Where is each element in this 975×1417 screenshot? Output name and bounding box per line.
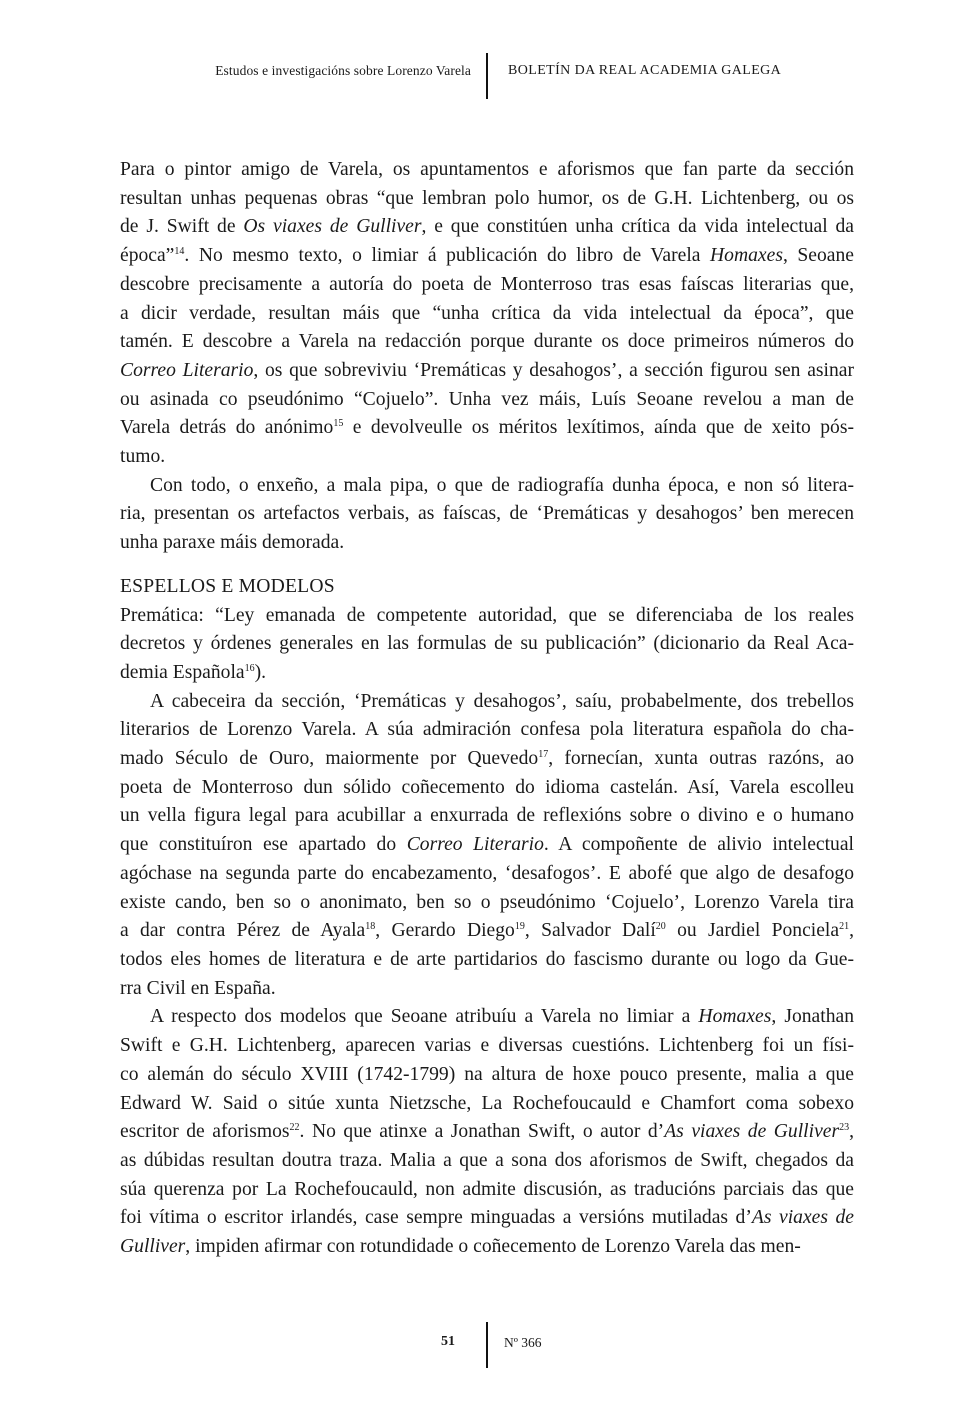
paragraph-1: [120, 156, 854, 472]
text-line: A cabeceira da sección, ‘Premáticas y desahogos’, saíu, probabelmente, dos trebellos: [150, 690, 854, 712]
footnote-ref[interactable]: 19: [514, 921, 525, 933]
text-line: Correo Literario, os que sobreviviu ‘Premáticas y desahogos’, a sección figurou sen asinar: [120, 359, 854, 381]
text-line: poeta de Monterroso dun sólido coñecemento do idioma castelán. Así, Varela escolleu: [120, 776, 854, 798]
footnote-ref[interactable]: 23: [839, 1122, 850, 1134]
text-line: ou asinada co pseudónimo “Cojuelo”. Unha vez máis, Luís Seoane revelou a man de: [120, 388, 854, 410]
text-line: literarios de Lorenzo Varela. A súa admiración confesa pola literatura española do cha-: [120, 719, 854, 741]
text-line: demia Española$^{16}$).: [120, 661, 267, 683]
issue-number: Nº 366: [504, 1335, 542, 1350]
italic-title: Gulliver: [120, 1236, 186, 1258]
italic-title: Correo Literario: [406, 834, 544, 856]
text-line: a dicir verdade, resultan máis que “unha crítica da vida intelectual da época”, que: [120, 302, 854, 324]
footnote-ref[interactable]: 15: [333, 418, 344, 430]
text-line: a dar contra Pérez de Ayala$^{18}$, Gerardo Diego$^{19}$, Salvador Dalí$^{20}$ ou Jardiel Ponciela$^{21}$,: [120, 920, 854, 942]
text-line: mado Século de Ouro, maiormente por Quevedo$^{17}$, fornecían, xunta outras razóns, ao: [120, 748, 854, 770]
text-line: co alemán do século XVIII (1742-1799) na altura de hoxe pouco presente, malia a que: [120, 1063, 854, 1085]
paragraph-4: [120, 688, 854, 1004]
italic-title: Os viaxes de Gulliver: [243, 216, 422, 238]
text-line: resultan unhas pequenas obras “que lembran polo humor, os de G.H. Lichtenberg, ou os: [120, 187, 854, 209]
text-line: ria, presentan os artefactos verbais, as faíscas, de ‘Premáticas y desahogos’ ben merecen: [120, 503, 854, 525]
text-line: Swift e G.H. Lichtenberg, aparecen varias e diversas cuestións. Lichtenberg foi un físi-: [120, 1035, 854, 1057]
page-number: 51: [441, 1334, 455, 1349]
text-line: as dúbidas resultan doutra traza. Malia a que a sona dos aforismos de Swift, chegados da: [120, 1149, 854, 1171]
italic-title: As viaxes de: [751, 1207, 854, 1229]
footnote-ref[interactable]: 17: [538, 749, 549, 761]
paragraph-2: [120, 472, 854, 558]
text-line: rra Civil en España.: [120, 977, 276, 999]
footnote-ref[interactable]: 22: [289, 1122, 300, 1134]
text-line: todos eles homes de literatura e de arte partidarios do fascismo durante ou logo da Gue-: [120, 948, 854, 970]
text-line: de J. Swift de Os viaxes de Gulliver, e que constitúen unha crítica da vida intelectual da: [120, 216, 854, 238]
text-line: época”$^{14}$. No mesmo texto, o limiar á publicación do libro de Varela Homaxes, Seoane: [120, 245, 854, 267]
footnote-ref[interactable]: 18: [365, 921, 376, 933]
paragraph-3: [120, 602, 854, 688]
section-spacer: [120, 558, 854, 573]
paragraph-5: [120, 1003, 854, 1261]
text-line: agóchase na segunda parte do encabezamento, ‘desafogos’. E abofé que algo de desafogo: [120, 862, 854, 884]
text-line: un vella figura legal para acubillar a enxurrada de reflexións sobre o divino e o humano: [120, 805, 854, 827]
section-title: ESPELLOS E MODELOS: [120, 575, 335, 597]
italic-title: Homaxes: [710, 245, 783, 267]
italic-title: Correo Literario: [120, 359, 254, 381]
footnote-ref[interactable]: 16: [244, 662, 255, 674]
footer-divider: [486, 1322, 488, 1368]
text-line: decretos y órdenes generales en las formulas de su publicación” (dicionario da Real Aca-: [120, 633, 854, 655]
text-line: Gulliver, impiden afirmar con rotundidade o coñecemento de Lorenzo Varela das men-: [120, 1236, 801, 1258]
italic-title: As viaxes de Gulliver: [664, 1121, 840, 1143]
article-body: [120, 156, 854, 1262]
text-line: Premática: “Ley emanada de competente autoridad, que se diferenciaba de los reales: [120, 604, 854, 626]
text-line: Varela detrás do anónimo$^{15}$ e devolveulle os méritos lexítimos, aínda que de xeito pós-: [120, 417, 854, 439]
footnote-ref[interactable]: 14: [174, 246, 185, 258]
running-header-left: Estudos e investigacións sobre Lorenzo Varela: [215, 63, 471, 78]
text-line: Con todo, o enxeño, a mala pipa, o que de radiografía dunha época, e non só litera-: [150, 474, 854, 496]
italic-title: Homaxes: [698, 1006, 772, 1028]
text-line: existe cando, ben so o anonimato, ben so o pseudónimo ‘Cojuelo’, Lorenzo Varela tira: [120, 891, 854, 913]
text-line: tumo.: [120, 446, 166, 468]
text-line: Para o pintor amigo de Varela, os apuntamentos e aforismos que fan parte da sección: [120, 159, 854, 180]
text-line: súa querenza por La Rochefoucauld, non admite discusión, as traducións parciais das que: [120, 1178, 854, 1200]
text-line: tamén. E descobre a Varela na redacción porque durante os doce primeiros números do: [120, 331, 854, 353]
text-line: A respecto dos modelos que Seoane atribuíu a Varela no limiar a Homaxes, Jonathan: [150, 1006, 854, 1028]
text-line: escritor de aforismos$^{22}$. No que atinxe a Jonathan Swift, o autor d’As viaxes de Gulliver$^{23}$,: [120, 1121, 854, 1143]
footnote-ref[interactable]: 20: [655, 921, 666, 933]
header-divider: [486, 53, 488, 99]
footnote-ref[interactable]: 21: [839, 921, 850, 933]
text-line: unha paraxe máis demorada.: [120, 532, 345, 554]
text-line: descobre precisamente a autoría do poeta de Monterroso tras esas faíscas literarias que,: [120, 273, 854, 295]
text-line: que constituíron ese apartado do Correo Literario. A compoñente de alivio intelectual: [120, 834, 854, 856]
text-line: Edward W. Said o sitúe xunta Nietzsche, La Rochefoucauld e Chamfort coma sobexo: [120, 1092, 854, 1114]
running-header-right: BOLETÍN DA REAL ACADEMIA GALEGA: [508, 63, 782, 78]
text-line: foi vítima o escritor irlandés, case sempre minguadas a versións mutiladas d’As viaxes de: [120, 1207, 854, 1229]
